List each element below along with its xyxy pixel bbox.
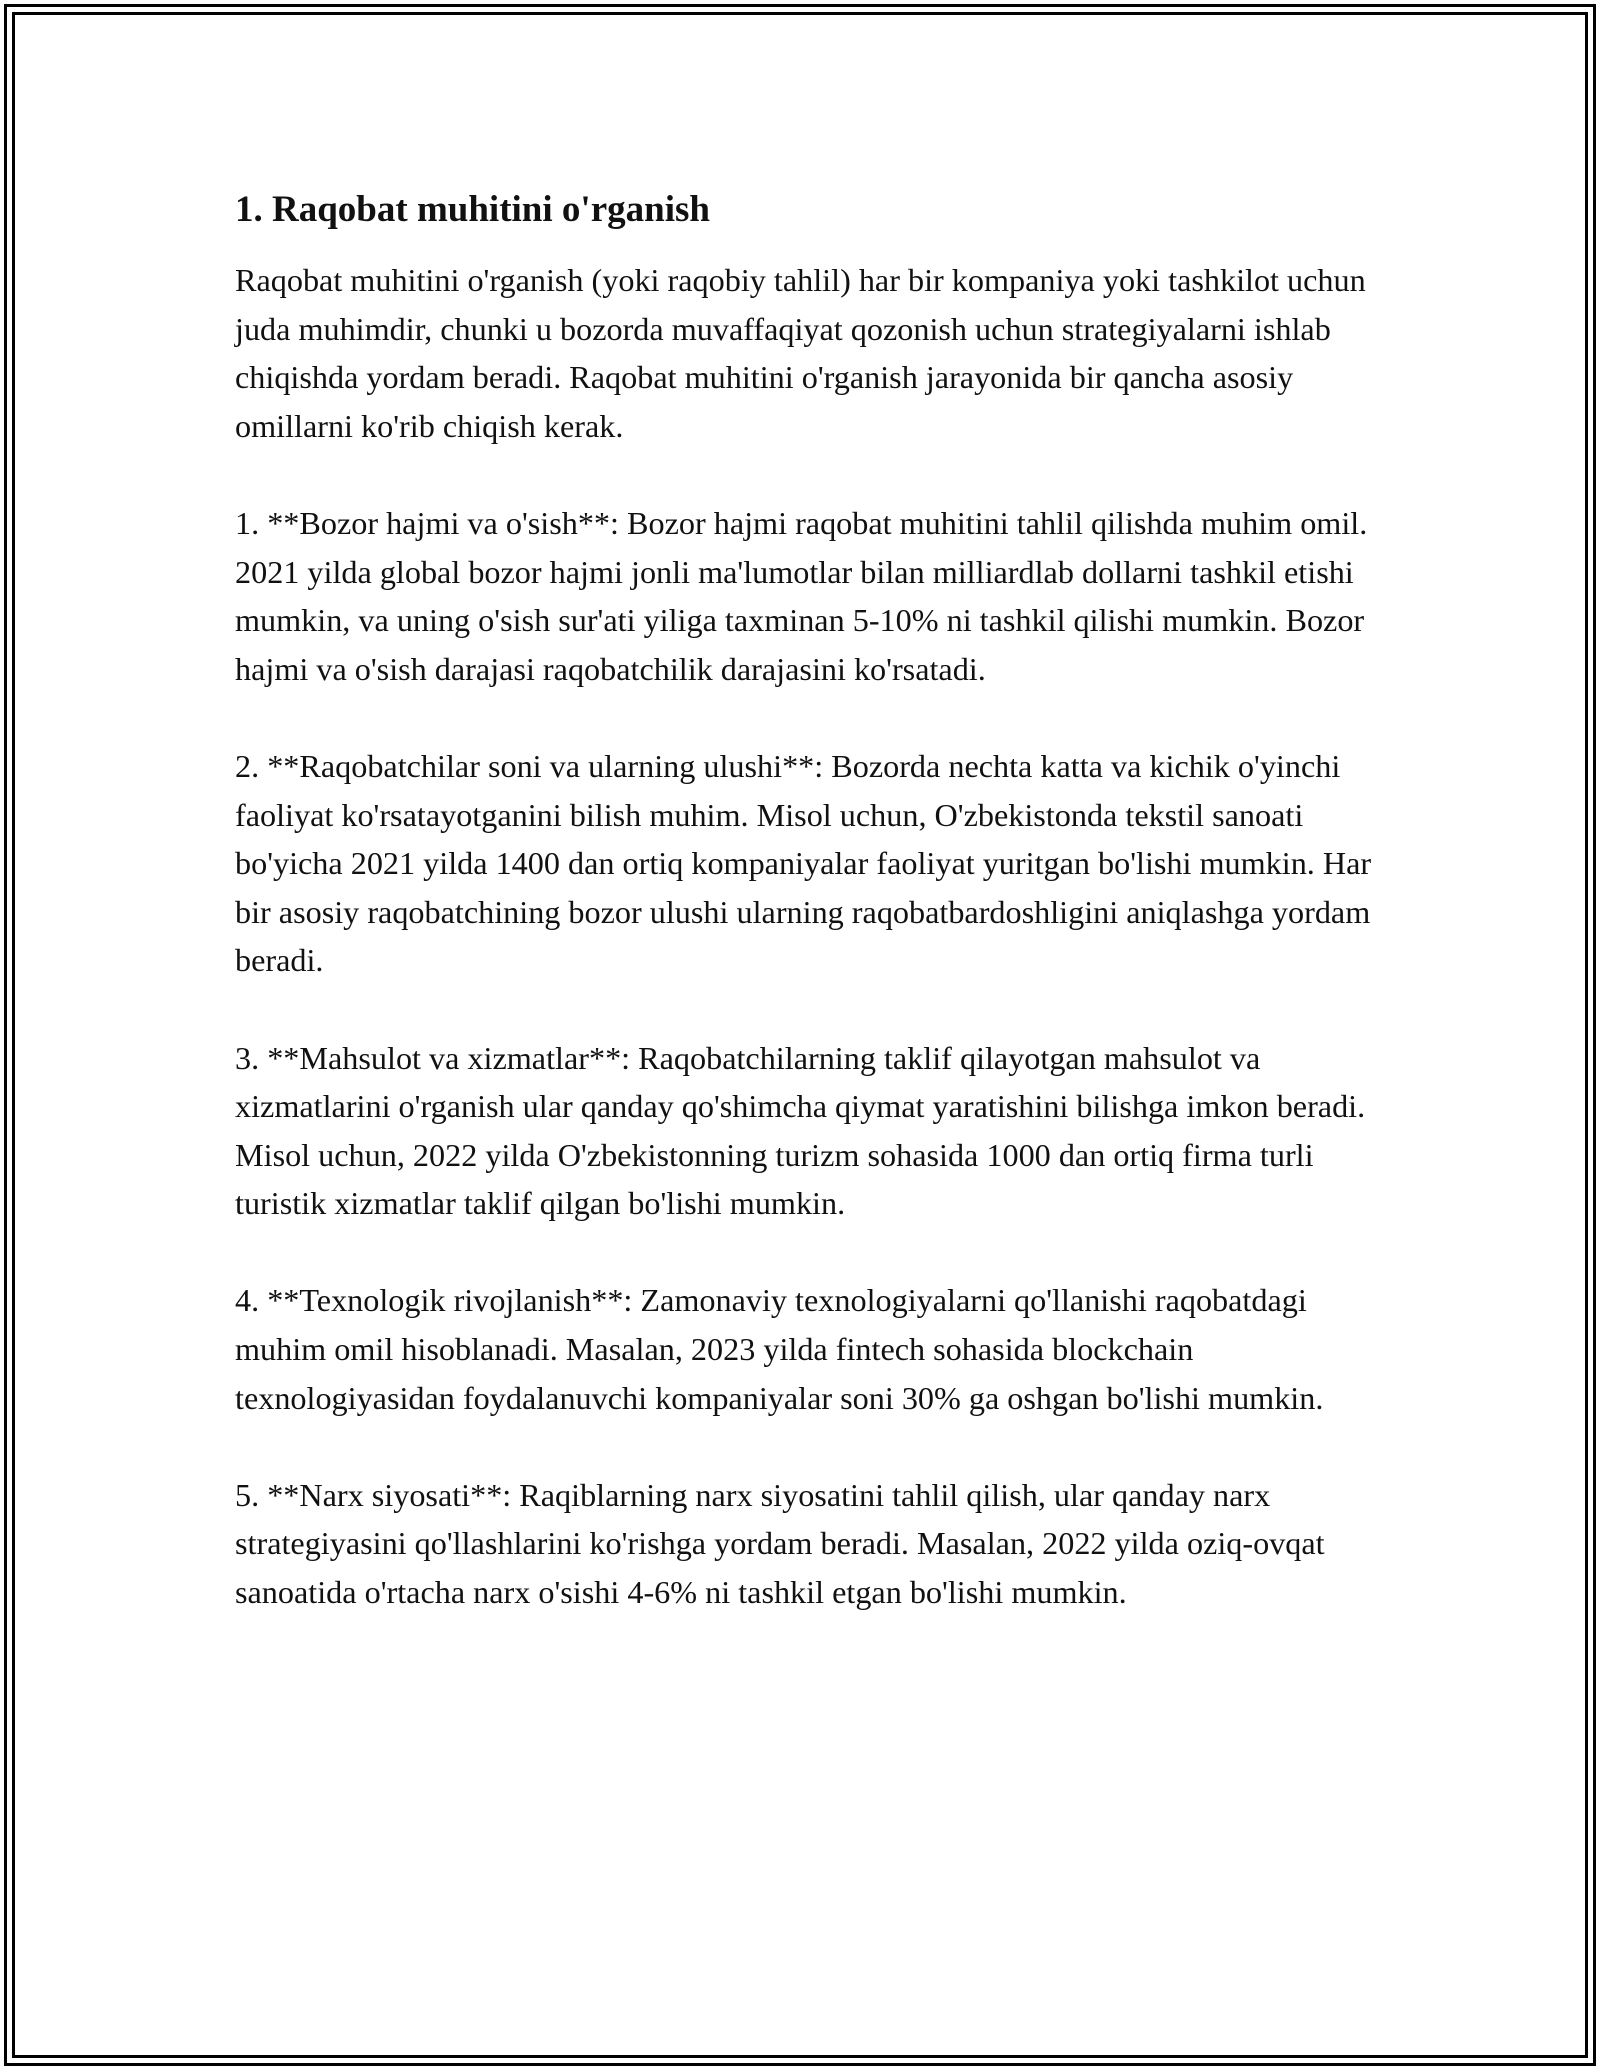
point-market-size: 1. **Bozor hajmi va o'sish**: Bozor hajmi raqobat muhitini tahlil qilishda muhim omil. 2021 yilda global bozor hajmi jonli ma'lumotlar bilan milliardlab dollarni tashkil etishi mumkin, va uning o'sish sur'ati yiliga taxminan 5-10% ni tashkil qilishi mumkin. Bozor hajmi va o'sish darajasi raqobatchilik darajasini ko'rsatadi. — [235, 504, 1368, 687]
point-technology: 4. **Texnologik rivojlanish**: Zamonaviy texnologiyalarni qo'llanishi raqobatdagi muhim omil hisoblanadi. Masalan, 2023 yilda fintech sohasida blockchain texnologiyasidan foydalanuvchi kompaniyalar soni 30% ga oshgan bo'lishi mumkin. — [235, 1282, 1324, 1416]
point-products-services: 3. **Mahsulot va xizmatlar**: Raqobatchilarning taklif qilayotgan mahsulot va xizmatlarini o'rganish ular qanday qo'shimcha qiymat yaratishini bilishga imkon beradi. Misol uchun, 2022 yilda O'zbekistonning turizm sohasida 1000 dan ortiq firma turli turistik xizmatlar taklif qilgan bo'lishi mumkin. — [235, 1039, 1366, 1222]
section-title: 1. Raqobat muhitini o'rganish — [235, 189, 710, 230]
point-pricing: 5. **Narx siyosati**: Raqiblarning narx siyosatini tahlil qilish, ular qanday narx strategiyasini qo'llashlarini ko'rishga yordam beradi. Masalan, 2022 yilda oziq-ovqat sanoatida o'rtacha narx o'sishi 4-6% ni tashkil etgan bo'lishi mumkin. — [235, 1476, 1325, 1611]
intro-paragraph: Raqobat muhitini o'rganish (yoki raqobiy tahlil) har bir kompaniya yoki tashkilot uchun juda muhimdir, chunki u bozorda muvaffaqiyat qozonish uchun strategiyalarni ishlab chiqishda yordam beradi. Raqobat muhitini o'rganish jarayonida bir qancha asosiy omillarni ko'rib chiqish kerak. — [235, 262, 1366, 444]
document-body — [235, 186, 1385, 1617]
point-competitors: 2. **Raqobatchilar soni va ularning ulushi**: Bozorda nechta katta va kichik o'yinchi faoliyat ko'rsatayotganini bilish muhim. Misol uchun, O'zbekistonda tekstil sanoati bo'yicha 2021 yilda 1400 dan ortiq kompaniyalar faoliyat yuritgan bo'lishi mumkin. Har bir asosiy raqobatchining bozor ulushi ularning raqobatbardoshligini aniqlashga yordam beradi. — [235, 747, 1372, 979]
